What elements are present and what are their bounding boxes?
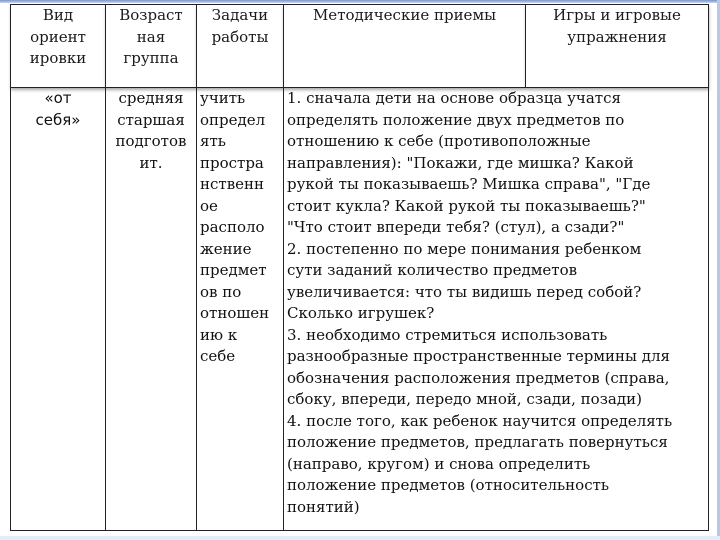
header-tasks: Задачи работы (197, 5, 284, 88)
header-games: Игры и игровые упражнения (526, 5, 709, 88)
header-orientation-type: Вид ориент ировки (11, 5, 106, 88)
header-age-group: Возраст ная группа (106, 5, 197, 88)
header-row (11, 5, 709, 88)
cell-tasks: учить определ ять простра нственн ое располо жение предмет ов по отношен ию к себе (197, 88, 284, 531)
header-methods: Методические приемы (284, 5, 526, 88)
slide-bottom-rule (0, 536, 720, 540)
cell-age-group: средняя старшая подготов ит. (106, 88, 197, 531)
cell-orientation-type: «от себя» (11, 88, 106, 531)
table-row (11, 88, 709, 531)
slide-top-rule (0, 0, 720, 3)
table-header (11, 5, 709, 88)
cell-methods: 1. сначала дети на основе образца учатся определять положение двух предметов по отношению к себе (противоположные направления): "Покажи, где мишка? Какой рукой ты показываешь? Мишка справа", "Где стоит кукла? Какой рукой ты показываешь?" "Что стоит впереди тебя? (стул), а сзади?" 2. постепенно по мере понимания ребенком сути заданий количество предметов увеличивается: что ты видишь перед собой? Сколько игрушек? 3. необходимо стремиться использовать разнообразные пространственные термины для обозначения расположения предметов (справа, сбоку, впереди, передо мной, сзади, позади) 4. после того, как ребенок научится определять положение предметов, предлагать повернуться (направо, кругом) и снова определить положение предметов (относительность понятий) (284, 88, 709, 531)
table-body (11, 88, 709, 531)
methods-table (10, 4, 709, 531)
